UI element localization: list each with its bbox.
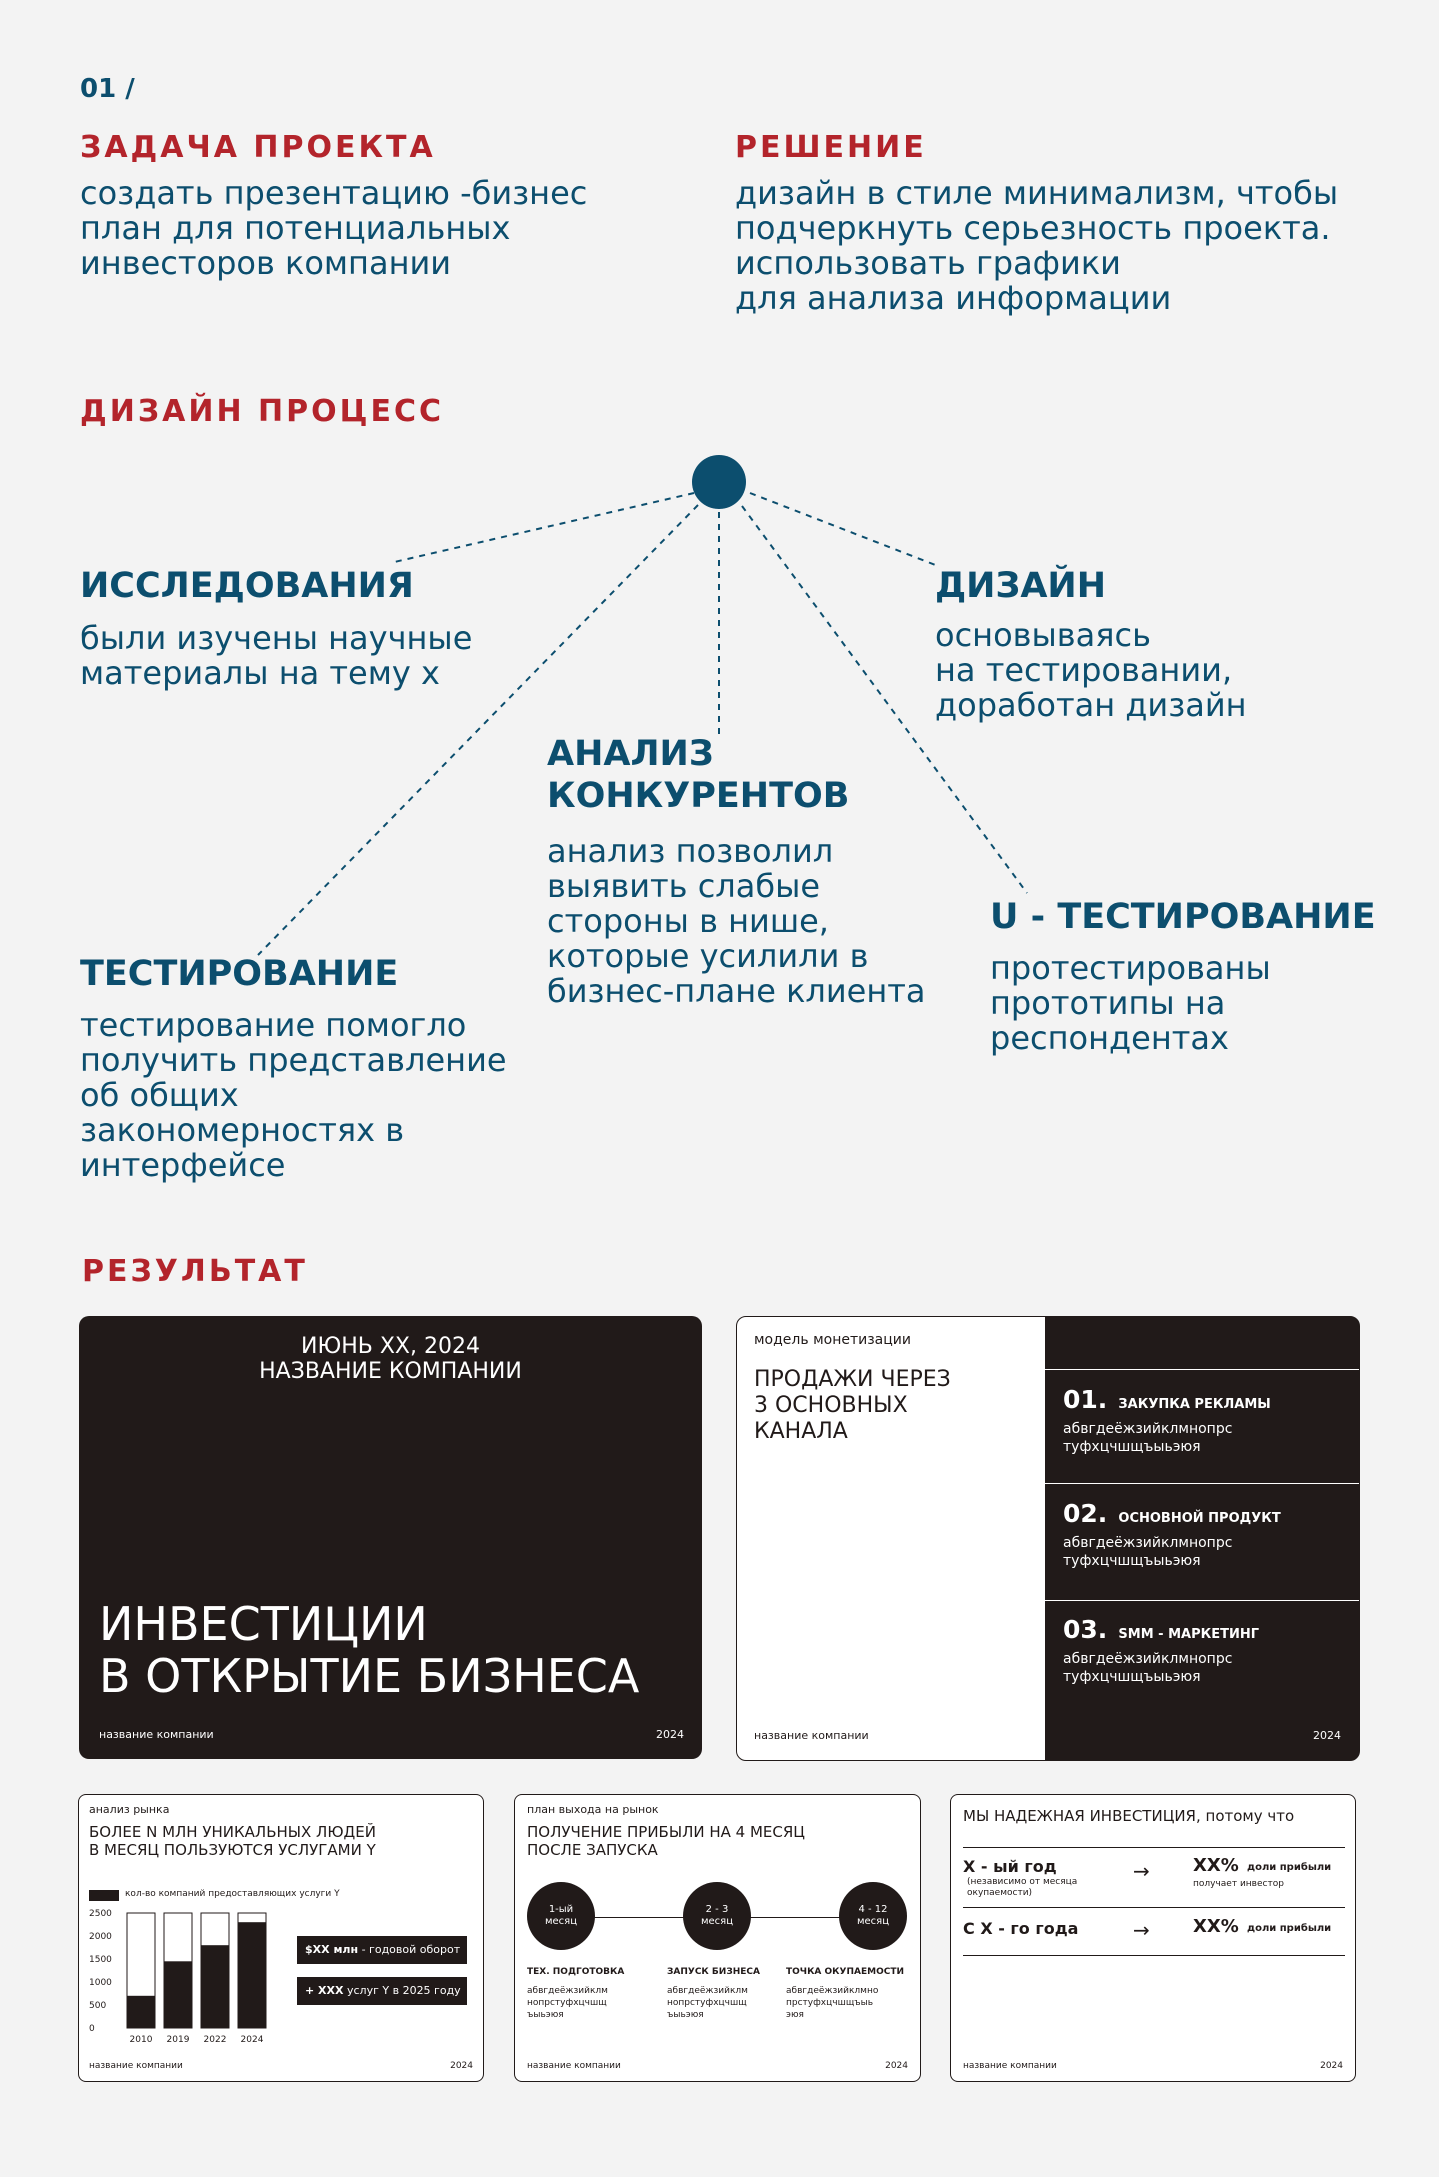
market-bar-chart bbox=[79, 1905, 319, 2055]
slide-market-plan bbox=[514, 1794, 921, 2082]
investment-headline: МЫ НАДЕЖНАЯ ИНВЕСТИЦИЯ, потому что bbox=[963, 1807, 1295, 1825]
slide-investment bbox=[950, 1794, 1356, 2082]
services-badge-text: услуг Y в 2025 году bbox=[343, 1984, 461, 1997]
timeline-step-label: ЗАПУСК БИЗНЕСА bbox=[667, 1967, 760, 1977]
channel-text: абвгдеёжзийклмнопрс туфхцчшщъыьэюя bbox=[1063, 1651, 1233, 1685]
y-tick-label: 0 bbox=[89, 2024, 95, 2034]
monetization-company: название компании bbox=[754, 1729, 869, 1742]
timeline-step-text: абвгдеёжзийклмно прстуфхцчшщъыь эюя bbox=[786, 1986, 879, 2020]
turnover-badge-value: $XX млн bbox=[305, 1943, 359, 1956]
market-headline: БОЛЕЕ N МЛН УНИКАЛЬНЫХ ЛЮДЕЙ В МЕСЯЦ ПОЛЬЗУЮТСЯ УСЛУГАМИ Y bbox=[89, 1823, 376, 1859]
y-tick-label: 2500 bbox=[89, 1909, 112, 1919]
investment-row-note: (независимо от месяца окупаемости) bbox=[967, 1877, 1078, 1898]
x-tick-label: 2022 bbox=[203, 2035, 227, 2045]
channel-item bbox=[1063, 1615, 1259, 1686]
investment-row-left: C X - го года bbox=[963, 1919, 1079, 1938]
research-title: ИССЛЕДОВАНИЯ bbox=[80, 566, 414, 606]
investment-row-label: доли прибыли bbox=[1247, 1862, 1332, 1873]
plan-year: 2024 bbox=[885, 2061, 908, 2071]
timeline-step-text: абвгдеёжзийклм нопрстуфхцчшщ ъыьэюя bbox=[667, 1986, 748, 2020]
services-badge bbox=[297, 1977, 467, 2005]
bar bbox=[127, 1996, 155, 2028]
investment-row-label: доли прибыли bbox=[1247, 1923, 1332, 1934]
channel-number: 03. bbox=[1063, 1615, 1108, 1644]
investment-row-percent: XX% bbox=[1193, 1916, 1239, 1937]
arrow-right-icon: → bbox=[1133, 1918, 1150, 1942]
analysis-text: анализ позволил выявить слабые стороны в нише, которые усилили в бизнес-плане клиента bbox=[547, 832, 926, 1010]
bar bbox=[164, 1961, 192, 2028]
section-number: 01 / bbox=[80, 74, 135, 104]
timeline-step-label: ТОЧКА ОКУПАЕМОСТИ bbox=[786, 1967, 904, 1977]
process-hub-dot bbox=[692, 455, 746, 509]
channel-text: абвгдеёжзийклмнопрс туфхцчшщъыьэюя bbox=[1063, 1535, 1233, 1569]
plan-headline: ПОЛУЧЕНИЕ ПРИБЫЛИ НА 4 МЕСЯЦ ПОСЛЕ ЗАПУСКА bbox=[527, 1823, 805, 1859]
cover-date: ИЮНЬ XX, 2024 НАЗВАНИЕ КОМПАНИИ bbox=[259, 1334, 522, 1384]
analysis-title: АНАЛИЗ КОНКУРЕНТОВ bbox=[547, 734, 850, 816]
monetization-left-panel bbox=[737, 1317, 1045, 1760]
result-title: РЕЗУЛЬТАТ bbox=[82, 1254, 308, 1289]
monetization-year: 2024 bbox=[1313, 1729, 1341, 1742]
timeline-step-circle: 1-ый месяц bbox=[527, 1882, 595, 1950]
legend-swatch bbox=[89, 1890, 119, 1901]
cover-headline: ИНВЕСТИЦИИ В ОТКРЫТИЕ БИЗНЕСА bbox=[99, 1597, 640, 1703]
design-text: основываясь на тестировании, доработан дизайн bbox=[935, 616, 1247, 724]
task-text: создать презентацию -бизнес план для потенциальных инвесторов компании bbox=[80, 174, 588, 282]
monetization-caption: модель монетизации bbox=[754, 1332, 911, 1348]
investment-company: название компании bbox=[963, 2061, 1057, 2071]
plan-caption: план выхода на рынок bbox=[527, 1803, 659, 1816]
monetization-right-panel bbox=[1045, 1317, 1359, 1760]
x-tick-label: 2024 bbox=[240, 2035, 264, 2045]
utest-text: протестированы прототипы на респондентах bbox=[990, 949, 1271, 1057]
task-title: ЗАДАЧА ПРОЕКТА bbox=[80, 130, 436, 165]
bar bbox=[201, 1945, 229, 2028]
slide-market-analysis bbox=[78, 1794, 484, 2082]
y-tick-label: 500 bbox=[89, 2001, 107, 2011]
y-tick-label: 1500 bbox=[89, 1955, 112, 1965]
design-title: ДИЗАЙН bbox=[935, 566, 1107, 606]
research-text: были изучены научные материалы на тему х bbox=[80, 619, 473, 692]
process-title: ДИЗАЙН ПРОЦЕСС bbox=[80, 394, 444, 429]
solution-text: дизайн в стиле минимализм, чтобы подчеркнуть серьезность проекта. использовать графики для анализа информации bbox=[735, 174, 1339, 317]
testing-title: ТЕСТИРОВАНИЕ bbox=[80, 954, 399, 994]
investment-row-left: X - ый год bbox=[963, 1857, 1057, 1876]
cover-year: 2024 bbox=[656, 1728, 684, 1741]
investment-row-percent: XX% bbox=[1193, 1855, 1239, 1876]
testing-text: тестирование помогло получить представление об общих закономерностях в интерфейсе bbox=[80, 1006, 507, 1184]
plan-company: название компании bbox=[527, 2061, 621, 2071]
timeline-step-circle: 4 - 12 месяц bbox=[839, 1882, 907, 1950]
channel-number: 01. bbox=[1063, 1385, 1108, 1414]
channel-item bbox=[1063, 1499, 1281, 1570]
timeline-step-circle: 2 - 3 месяц bbox=[683, 1882, 751, 1950]
cover-company: название компании bbox=[99, 1728, 214, 1741]
channel-label: ЗАКУПКА РЕКЛАМЫ bbox=[1118, 1397, 1271, 1412]
y-tick-label: 2000 bbox=[89, 1932, 112, 1942]
timeline-step-text: абвгдеёжзийклм нопрстуфхцчшщ ъыьэюя bbox=[527, 1986, 608, 2020]
x-tick-label: 2010 bbox=[129, 2035, 153, 2045]
market-year: 2024 bbox=[450, 2061, 473, 2071]
y-tick-label: 1000 bbox=[89, 1978, 112, 1988]
slide-cover bbox=[79, 1316, 702, 1759]
channel-label: SMM - МАРКЕТИНГ bbox=[1118, 1627, 1260, 1642]
solution-title: РЕШЕНИЕ bbox=[735, 130, 927, 165]
connector-research bbox=[390, 493, 694, 563]
slide-monetization bbox=[736, 1316, 1360, 1761]
arrow-right-icon: → bbox=[1133, 1859, 1150, 1883]
bar bbox=[238, 1922, 266, 2028]
timeline-step-label: ТЕХ. ПОДГОТОВКА bbox=[527, 1967, 625, 1977]
investment-year: 2024 bbox=[1320, 2061, 1343, 2071]
channel-text: абвгдеёжзийклмнопрс туфхцчшщъыьэюя bbox=[1063, 1421, 1233, 1455]
investment-row-sub: получает инвестор bbox=[1193, 1879, 1284, 1889]
utest-title: U - ТЕСТИРОВАНИЕ bbox=[990, 897, 1376, 937]
channel-item bbox=[1063, 1385, 1271, 1456]
turnover-badge-text: - годовой оборот bbox=[358, 1943, 461, 1956]
x-tick-label: 2019 bbox=[166, 2035, 190, 2045]
turnover-badge bbox=[297, 1936, 467, 1964]
channel-label: ОСНОВНОЙ ПРОДУКТ bbox=[1118, 1511, 1281, 1526]
channel-number: 02. bbox=[1063, 1499, 1108, 1528]
monetization-headline: ПРОДАЖИ ЧЕРЕЗ 3 ОСНОВНЫХ КАНАЛА bbox=[754, 1367, 951, 1444]
market-company: название компании bbox=[89, 2061, 183, 2071]
legend-label: кол-во компаний предоставляющих услуги Y bbox=[125, 1889, 340, 1899]
services-badge-value: + XXX bbox=[305, 1984, 344, 1997]
market-caption: анализ рынка bbox=[89, 1803, 170, 1816]
